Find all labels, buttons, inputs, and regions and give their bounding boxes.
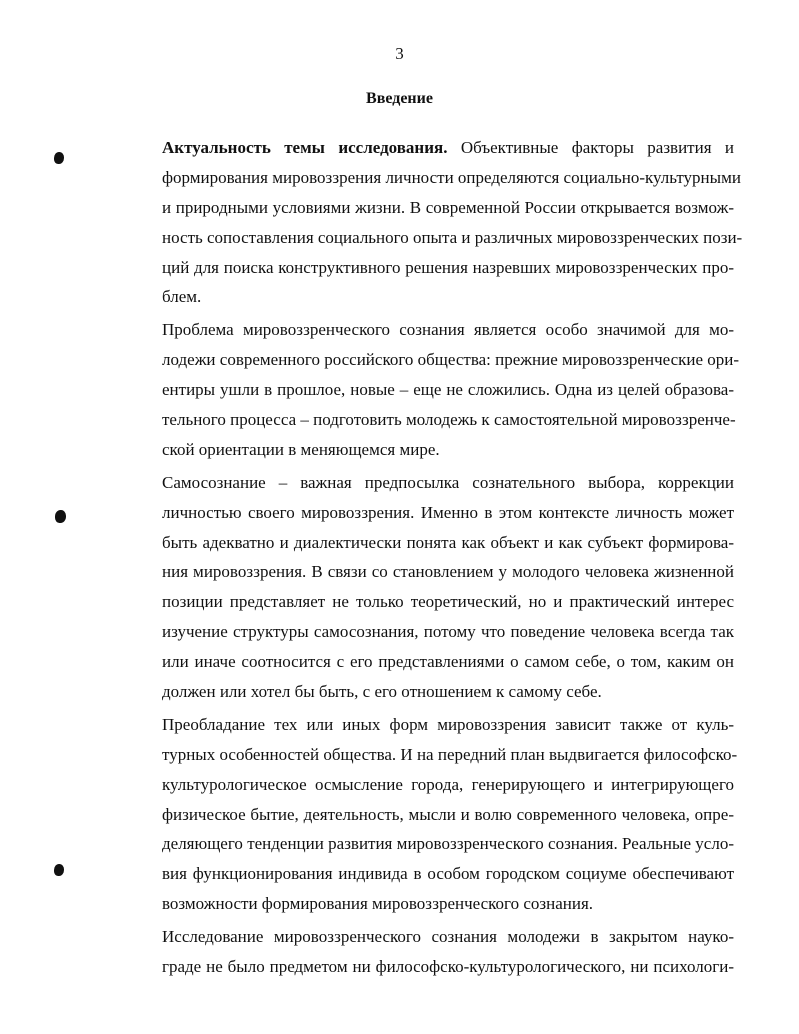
- text-line: и природными условиями жизни. В современной России открывается возмож-: [162, 197, 734, 217]
- text-line: культурологическое осмысление города, генерирующего и интегрирующего: [162, 774, 734, 794]
- paragraph-problem: [130, 315, 740, 464]
- text-line: тельного процесса – подготовить молодежь к самостоятельной мировоззренче-: [162, 410, 736, 430]
- binding-hole-mark: [54, 152, 64, 164]
- paragraph-culture: [130, 710, 738, 919]
- text-line: Преобладание тех или иных форм мировоззрения зависит также от куль-: [162, 714, 734, 734]
- paragraph-relevance: [130, 133, 743, 312]
- text-line: личностью своего мировоззрения. Именно в этом контексте личность может: [162, 502, 734, 522]
- text-line: возможности формирования мировоззренческого сознания.: [162, 894, 594, 914]
- body-text: [130, 133, 743, 982]
- text-line: ентиры ушли в прошлое, новые – еще не сложились. Одна из целей образова-: [162, 380, 734, 400]
- text-line: быть адекватно и диалектически понята как объект и как субъект формирова-: [162, 532, 734, 552]
- text-line: ций для поиска конструктивного решения назревших мировоззренческих про-: [162, 257, 734, 277]
- text-line: физическое бытие, деятельность, мысли и волю современного человека, опре-: [162, 804, 734, 824]
- page-number: 3: [395, 44, 404, 63]
- text-line: Исследование мировоззренческого сознания молодежи в закрытом науко-: [162, 927, 734, 947]
- text-line: [130, 133, 734, 163]
- text-line: ность сопоставления социального опыта и различных мировоззренческих пози-: [162, 227, 743, 247]
- text-line: блем.: [162, 287, 202, 307]
- text-line: формирования мировоззрения личности определяются социально-культурными: [162, 167, 741, 187]
- text-line: или иначе соотносится с его представлениями о самом себе, о том, каким он: [162, 652, 734, 672]
- text-line: турных особенностей общества. И на передний план выдвигается философско-: [162, 744, 738, 764]
- text-line: должен или хотел бы быть, с его отношением к самому себе.: [162, 682, 602, 702]
- section-heading: Введение: [366, 90, 433, 107]
- text-line: ской ориентации в меняющемся мире.: [162, 439, 440, 459]
- text-line: ния мировоззрения. В связи со становлением у молодого человека жизненной: [162, 562, 734, 582]
- text-line: деляющего тенденции развития мировоззренческого сознания. Реальные усло-: [162, 834, 734, 854]
- text-line: изучение структуры самосознания, потому что поведение человека всегда так: [162, 622, 734, 642]
- binding-hole-mark: [54, 864, 64, 876]
- text-line: Самосознание – важная предпосылка сознательного выбора, коррекции: [162, 472, 734, 492]
- binding-hole-mark: [55, 510, 66, 523]
- text-line: лодежи современного российского общества: прежние мировоззренческие ори-: [162, 350, 740, 370]
- paragraph-lead: Актуальность темы исследования.: [162, 138, 448, 157]
- paragraph-research: [130, 922, 734, 982]
- text-line-content: Объективные факторы развития и: [447, 138, 735, 157]
- text-line: граде не было предметом ни философско-культурологического, ни психологи-: [162, 957, 734, 977]
- text-line: Проблема мировоззренческого сознания является особо значимой для мо-: [162, 320, 734, 340]
- paragraph-self-awareness: [130, 468, 734, 707]
- text-line: позиции представляет не только теоретический, но и практический интерес: [162, 592, 734, 612]
- text-line: вия функционирования индивида в особом городском социуме обеспечивают: [162, 864, 734, 884]
